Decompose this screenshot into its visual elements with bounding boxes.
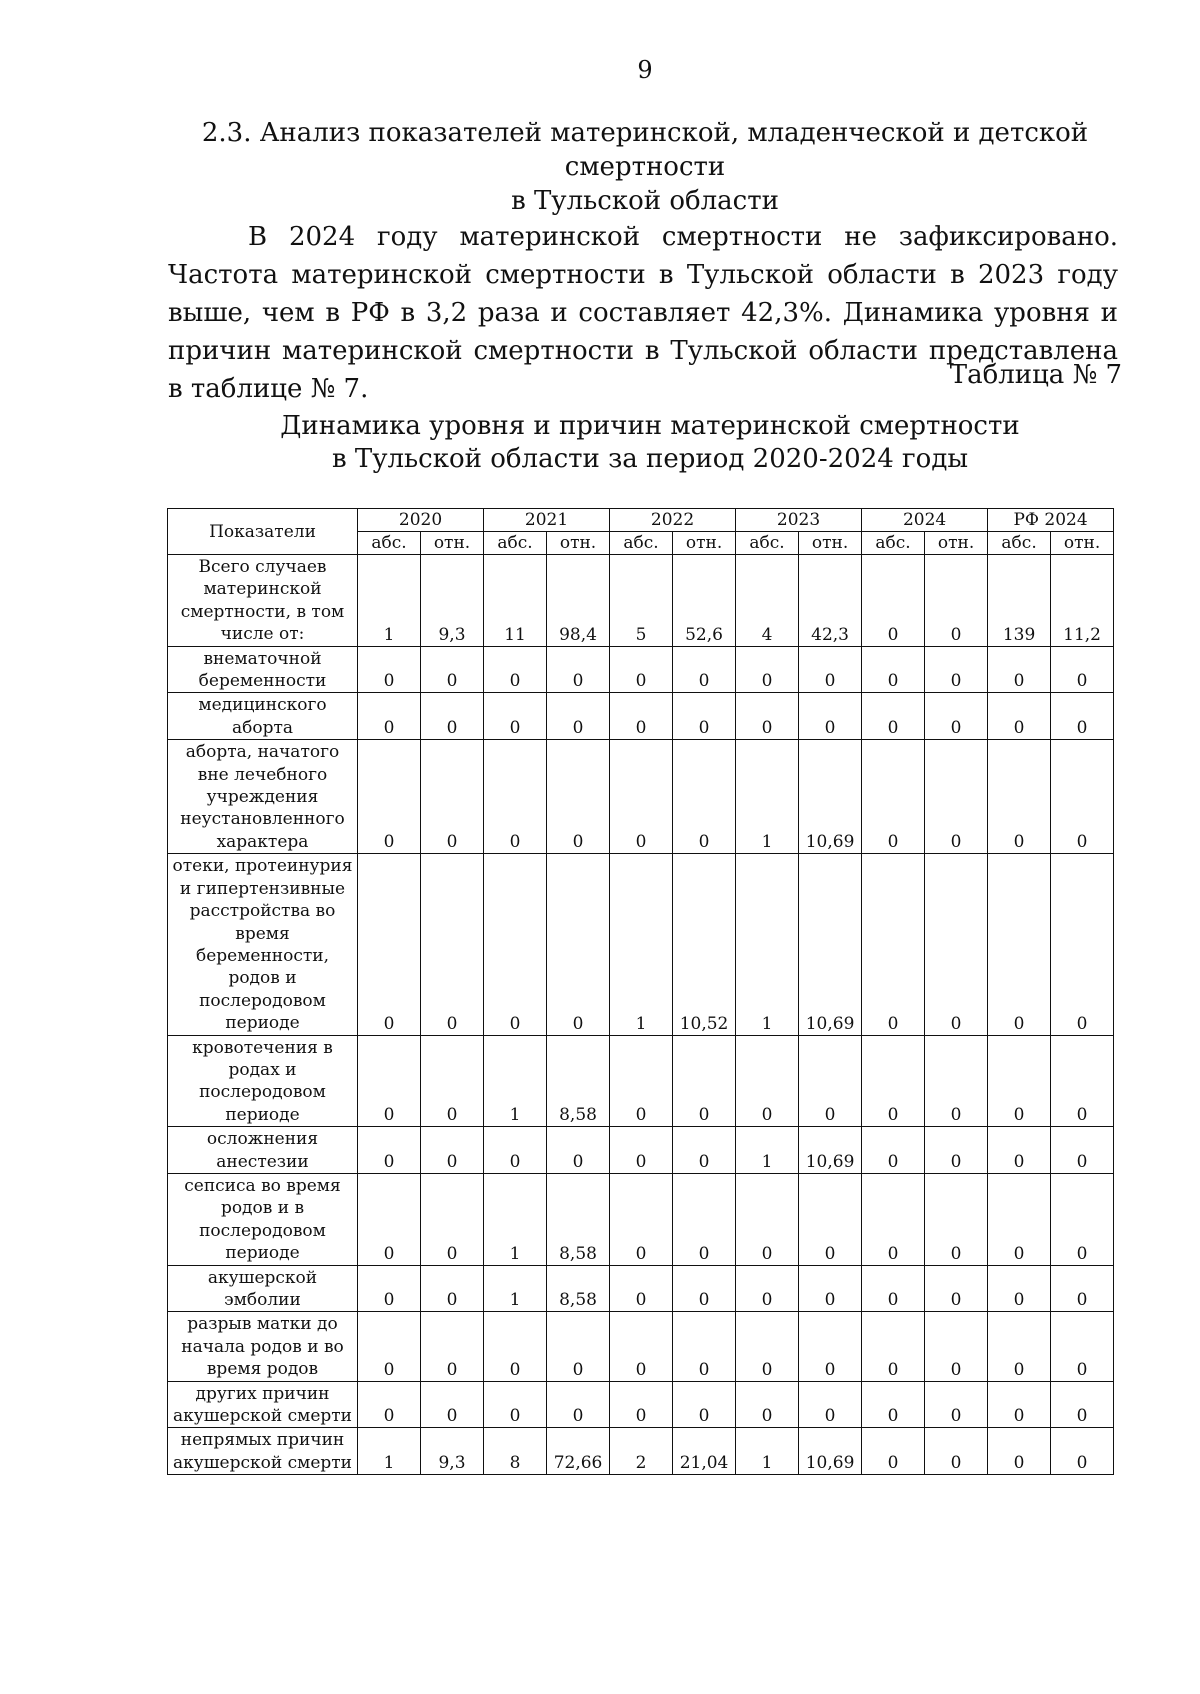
rel-value-cell: 0 [673,1312,736,1381]
rel-value-cell: 0 [421,854,484,1035]
table-row [168,854,1114,1035]
rel-value-cell: 52,6 [673,555,736,647]
rel-value-cell: 0 [547,693,610,740]
abs-value-cell: 0 [358,1381,421,1428]
abs-value-cell: 0 [610,1265,673,1312]
rel-value-cell: 0 [1051,854,1114,1035]
abs-value-cell: 0 [862,1035,925,1127]
table-title-line-1: Динамика уровня и причин материнской смертности [280,411,1020,441]
rel-value-cell: 0 [547,1127,610,1174]
table-row [168,1173,1114,1265]
rel-value-cell: 0 [547,854,610,1035]
rel-value-cell: 0 [799,693,862,740]
table-row [168,693,1114,740]
rel-value-cell: 0 [421,1312,484,1381]
table-row [168,1265,1114,1312]
abs-subheader: абс. [862,532,925,555]
abs-value-cell: 0 [736,1312,799,1381]
row-indicator-label: непрямых причин акушерской смерти [168,1428,358,1475]
abs-value-cell: 0 [988,693,1051,740]
abs-value-cell: 0 [358,1173,421,1265]
rel-value-cell: 0 [799,1173,862,1265]
rel-value-cell: 0 [925,740,988,854]
row-indicator-label: медицинского аборта [168,693,358,740]
abs-value-cell: 0 [484,854,547,1035]
rel-value-cell: 0 [925,693,988,740]
rel-value-cell: 0 [1051,740,1114,854]
abs-value-cell: 1 [484,1265,547,1312]
section-heading-line-1: 2.3. Анализ показателей материнской, младенческой и детской смертности [201,118,1089,182]
abs-value-cell: 0 [862,1127,925,1174]
abs-value-cell: 0 [358,740,421,854]
rel-value-cell: 0 [673,1127,736,1174]
year-header-row [168,509,1114,532]
abs-value-cell: 0 [358,1265,421,1312]
mortality-table [167,508,1114,1475]
abs-subheader: абс. [484,532,547,555]
abs-value-cell: 0 [358,693,421,740]
rel-value-cell: 0 [1051,1035,1114,1127]
abs-value-cell: 0 [610,1173,673,1265]
rel-value-cell: 0 [547,740,610,854]
rel-value-cell: 0 [1051,693,1114,740]
body-paragraph: В 2024 году материнской смертности не зафиксировано. Частота материнской смертности в Тульской области в 2023 году выше, чем в РФ в 3,2 раза и составляет 42,3%. Динамика уровня и причин материнской смертности в Тульской области представлена в таблице № 7. [168,222,1118,404]
row-indicator-label: других причин акушерской смерти [168,1381,358,1428]
table-row [168,555,1114,647]
abs-value-cell: 0 [862,1265,925,1312]
rel-value-cell: 0 [1051,1173,1114,1265]
abs-value-cell: 0 [358,646,421,693]
rel-value-cell: 10,69 [799,1428,862,1475]
abs-value-cell: 0 [862,693,925,740]
rel-subheader: отн. [799,532,862,555]
abs-value-cell: 5 [610,555,673,647]
abs-value-cell: 0 [610,1381,673,1428]
abs-value-cell: 2 [610,1428,673,1475]
rel-value-cell: 0 [925,1035,988,1127]
rel-value-cell: 0 [799,646,862,693]
rel-value-cell: 11,2 [1051,555,1114,647]
abs-value-cell: 0 [988,646,1051,693]
rel-value-cell: 0 [421,740,484,854]
abs-value-cell: 0 [358,1035,421,1127]
rel-value-cell: 72,66 [547,1428,610,1475]
abs-subheader: абс. [988,532,1051,555]
abs-value-cell: 4 [736,555,799,647]
rel-value-cell: 8,58 [547,1173,610,1265]
section-heading [170,116,1120,218]
abs-value-cell: 0 [610,1312,673,1381]
abs-value-cell: 0 [358,854,421,1035]
abs-subheader: абс. [736,532,799,555]
rel-value-cell: 10,69 [799,854,862,1035]
rel-value-cell: 0 [1051,1428,1114,1475]
abs-value-cell: 1 [610,854,673,1035]
rel-value-cell: 0 [925,1381,988,1428]
rel-value-cell: 42,3 [799,555,862,647]
table-label: Таблица № 7 [949,360,1122,390]
rel-value-cell: 9,3 [421,555,484,647]
abs-value-cell: 0 [484,1127,547,1174]
abs-value-cell: 0 [484,1381,547,1428]
rel-subheader: отн. [547,532,610,555]
rel-value-cell: 0 [1051,1265,1114,1312]
abs-value-cell: 0 [484,740,547,854]
rel-value-cell: 0 [925,1127,988,1174]
rel-value-cell: 0 [547,1312,610,1381]
rel-subheader: отн. [673,532,736,555]
row-indicator-label: аборта, начатого вне лечебного учреждения неустановленного характера [168,740,358,854]
rel-subheader: отн. [925,532,988,555]
abs-value-cell: 0 [610,693,673,740]
rel-value-cell: 0 [799,1035,862,1127]
table-row [168,740,1114,854]
page-number: 9 [637,56,653,84]
row-indicator-label: разрыв матки до начала родов и во время родов [168,1312,358,1381]
row-indicator-label: отеки, протеинурия и гипертензивные расстройства во время беременности, родов и послеродовом периоде [168,854,358,1035]
abs-value-cell: 139 [988,555,1051,647]
abs-value-cell: 1 [736,854,799,1035]
abs-value-cell: 0 [988,1035,1051,1127]
rel-value-cell: 8,58 [547,1265,610,1312]
abs-value-cell: 0 [736,646,799,693]
abs-value-cell: 1 [736,1127,799,1174]
rel-value-cell: 0 [421,693,484,740]
table-row [168,646,1114,693]
abs-value-cell: 0 [862,854,925,1035]
table-header [168,509,1114,555]
abs-subheader: абс. [358,532,421,555]
rel-value-cell: 0 [673,1035,736,1127]
rel-value-cell: 0 [673,1381,736,1428]
abs-value-cell: 0 [484,646,547,693]
rel-value-cell: 98,4 [547,555,610,647]
row-indicator-label: осложнения анестезии [168,1127,358,1174]
table-row [168,1428,1114,1475]
rel-value-cell: 0 [925,1428,988,1475]
abs-value-cell: 0 [988,1173,1051,1265]
abs-value-cell: 0 [484,1312,547,1381]
year-header: 2020 [358,509,484,532]
year-header: РФ 2024 [988,509,1114,532]
rel-value-cell: 0 [673,693,736,740]
abs-value-cell: 0 [988,1312,1051,1381]
rel-value-cell: 0 [925,1265,988,1312]
rel-value-cell: 0 [547,1381,610,1428]
rel-value-cell: 0 [421,1265,484,1312]
rel-value-cell: 10,52 [673,854,736,1035]
abs-value-cell: 0 [988,1381,1051,1428]
rel-value-cell: 0 [547,646,610,693]
rel-value-cell: 9,3 [421,1428,484,1475]
rel-value-cell: 0 [799,1265,862,1312]
rel-value-cell: 0 [421,1173,484,1265]
rel-value-cell: 21,04 [673,1428,736,1475]
table-row [168,1381,1114,1428]
abs-value-cell: 11 [484,555,547,647]
abs-value-cell: 1 [736,1428,799,1475]
abs-value-cell: 0 [862,740,925,854]
indicator-column-header: Показатели [168,509,358,555]
abs-value-cell: 1 [736,740,799,854]
rel-value-cell: 0 [673,1173,736,1265]
section-heading-line-2: в Тульской области [511,186,779,216]
rel-value-cell: 0 [421,1381,484,1428]
abs-value-cell: 0 [988,740,1051,854]
abs-subheader: абс. [610,532,673,555]
abs-value-cell: 0 [862,555,925,647]
rel-value-cell: 8,58 [547,1035,610,1127]
abs-value-cell: 0 [484,693,547,740]
table-row [168,1127,1114,1174]
rel-value-cell: 0 [1051,1381,1114,1428]
year-header: 2021 [484,509,610,532]
rel-value-cell: 0 [1051,1127,1114,1174]
abs-value-cell: 0 [862,1312,925,1381]
abs-value-cell: 0 [610,740,673,854]
abs-value-cell: 1 [484,1173,547,1265]
row-indicator-label: кровотечения в родах и послеродовом периоде [168,1035,358,1127]
rel-value-cell: 0 [1051,646,1114,693]
rel-value-cell: 0 [925,854,988,1035]
abs-value-cell: 0 [736,1173,799,1265]
rel-value-cell: 0 [673,740,736,854]
abs-value-cell: 1 [358,555,421,647]
year-header: 2023 [736,509,862,532]
year-header: 2022 [610,509,736,532]
rel-value-cell: 0 [421,1035,484,1127]
abs-value-cell: 0 [358,1312,421,1381]
abs-value-cell: 1 [484,1035,547,1127]
rel-value-cell: 0 [925,1173,988,1265]
rel-value-cell: 0 [799,1381,862,1428]
row-indicator-label: сепсиса во время родов и в послеродовом периоде [168,1173,358,1265]
rel-value-cell: 0 [925,646,988,693]
abs-value-cell: 0 [862,1173,925,1265]
abs-value-cell: 0 [610,646,673,693]
abs-value-cell: 0 [988,854,1051,1035]
abs-value-cell: 0 [358,1127,421,1174]
abs-value-cell: 0 [610,1127,673,1174]
rel-value-cell: 0 [673,646,736,693]
abs-value-cell: 0 [610,1035,673,1127]
rel-subheader: отн. [1051,532,1114,555]
abs-value-cell: 0 [862,1428,925,1475]
abs-value-cell: 0 [736,1035,799,1127]
abs-value-cell: 1 [358,1428,421,1475]
abs-value-cell: 0 [988,1127,1051,1174]
table-body [168,555,1114,1475]
abs-value-cell: 0 [988,1428,1051,1475]
rel-value-cell: 0 [1051,1312,1114,1381]
table-title [170,410,1130,476]
abs-value-cell: 0 [988,1265,1051,1312]
table-row [168,1312,1114,1381]
rel-value-cell: 0 [421,1127,484,1174]
table-title-line-2: в Тульской области за период 2020-2024 годы [331,444,969,474]
abs-value-cell: 0 [862,1381,925,1428]
rel-value-cell: 0 [925,555,988,647]
abs-value-cell: 8 [484,1428,547,1475]
rel-value-cell: 0 [799,1312,862,1381]
rel-value-cell: 0 [421,646,484,693]
row-indicator-label: Всего случаев материнской смертности, в том числе от: [168,555,358,647]
abs-value-cell: 0 [736,693,799,740]
row-indicator-label: внематочной беременности [168,646,358,693]
abs-value-cell: 0 [736,1265,799,1312]
abs-value-cell: 0 [862,646,925,693]
rel-subheader: отн. [421,532,484,555]
table-row [168,1035,1114,1127]
row-indicator-label: акушерской эмболии [168,1265,358,1312]
rel-value-cell: 0 [673,1265,736,1312]
abs-value-cell: 0 [736,1381,799,1428]
rel-value-cell: 10,69 [799,740,862,854]
rel-value-cell: 0 [925,1312,988,1381]
year-header: 2024 [862,509,988,532]
rel-value-cell: 10,69 [799,1127,862,1174]
